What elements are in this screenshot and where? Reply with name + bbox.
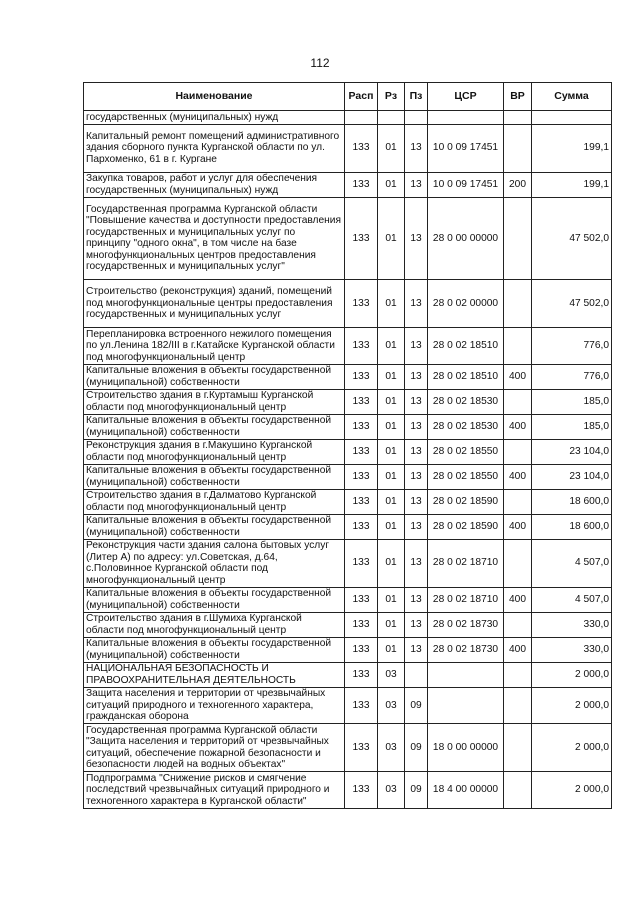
cell-csr: 28 0 02 18530 — [428, 389, 504, 414]
cell-rasp: 133 — [345, 439, 378, 464]
cell-sum: 23 104,0 — [532, 439, 612, 464]
cell-rasp: 133 — [345, 662, 378, 687]
table-row — [84, 587, 612, 612]
cell-csr: 28 0 02 18590 — [428, 514, 504, 539]
table-row — [84, 514, 612, 539]
cell-csr: 28 0 02 00000 — [428, 280, 504, 328]
cell-rz: 01 — [378, 414, 405, 439]
cell-name: Строительство здания в г.Шумиха Курганской области под многофункциональный центр — [84, 612, 345, 637]
cell-name: Реконструкция части здания салона бытовых услуг (Литер А) по адресу: ул.Советская, д.64, с.Половинное Курганской области под многофункциональный центр — [84, 539, 345, 587]
header-sum: Сумма — [532, 83, 612, 111]
cell-pz: 13 — [405, 172, 428, 197]
cell-sum: 23 104,0 — [532, 464, 612, 489]
cell-name: Государственная программа Курганской области "Защита населения и территорий от чрезвычайных ситуаций, обеспечение пожарной безопасности и безопасности людей на водных объектах" — [84, 724, 345, 772]
cell-rasp: 133 — [345, 687, 378, 724]
cell-vr — [504, 489, 532, 514]
table-row — [84, 389, 612, 414]
page-number: 112 — [310, 56, 330, 70]
table-row — [84, 364, 612, 389]
cell-csr: 28 0 02 18550 — [428, 439, 504, 464]
cell-csr: 28 0 02 18510 — [428, 364, 504, 389]
cell-rasp: 133 — [345, 328, 378, 365]
cell-vr — [504, 662, 532, 687]
cell-rz: 01 — [378, 637, 405, 662]
cell-sum: 330,0 — [532, 612, 612, 637]
cell-rasp: 133 — [345, 124, 378, 172]
table-row — [84, 612, 612, 637]
cell-name: Закупка товаров, работ и услуг для обеспечения государственных (муниципальных) нужд — [84, 172, 345, 197]
cell-pz — [405, 662, 428, 687]
table-row — [84, 328, 612, 365]
table-row — [84, 414, 612, 439]
header-csr: ЦСР — [428, 83, 504, 111]
cell-pz: 13 — [405, 328, 428, 365]
cell-sum: 199,1 — [532, 124, 612, 172]
cell-pz: 09 — [405, 724, 428, 772]
cell-rasp: 133 — [345, 197, 378, 280]
cell-rasp: 133 — [345, 414, 378, 439]
cell-rasp — [345, 111, 378, 125]
cell-pz: 09 — [405, 687, 428, 724]
cell-vr — [504, 539, 532, 587]
cell-rasp: 133 — [345, 364, 378, 389]
cell-rz: 03 — [378, 772, 405, 809]
budget-table — [83, 82, 612, 809]
cell-rasp: 133 — [345, 772, 378, 809]
cell-pz: 13 — [405, 637, 428, 662]
cell-rz: 01 — [378, 514, 405, 539]
cell-csr: 28 0 00 00000 — [428, 197, 504, 280]
cell-sum — [532, 111, 612, 125]
table-row — [84, 111, 612, 125]
table-row — [84, 637, 612, 662]
cell-name: Строительство здания в г.Куртамыш Курганской области под многофункциональный центр — [84, 389, 345, 414]
cell-vr — [504, 724, 532, 772]
cell-rasp: 133 — [345, 464, 378, 489]
cell-sum: 2 000,0 — [532, 662, 612, 687]
table-row — [84, 489, 612, 514]
cell-pz: 13 — [405, 124, 428, 172]
cell-vr — [504, 612, 532, 637]
cell-sum: 47 502,0 — [532, 197, 612, 280]
cell-rasp: 133 — [345, 489, 378, 514]
cell-name: Реконструкция здания в г.Макушино Курганской области под многофункциональный центр — [84, 439, 345, 464]
cell-csr: 28 0 02 18590 — [428, 489, 504, 514]
cell-sum: 2 000,0 — [532, 772, 612, 809]
cell-name: Капитальные вложения в объекты государственной (муниципальной) собственности — [84, 514, 345, 539]
table-row — [84, 197, 612, 280]
table-row — [84, 280, 612, 328]
cell-rasp: 133 — [345, 637, 378, 662]
cell-rz: 03 — [378, 662, 405, 687]
cell-rz: 01 — [378, 172, 405, 197]
cell-sum: 18 600,0 — [532, 514, 612, 539]
cell-pz: 09 — [405, 772, 428, 809]
cell-csr: 28 0 02 18550 — [428, 464, 504, 489]
table-row — [84, 539, 612, 587]
cell-pz: 13 — [405, 364, 428, 389]
cell-csr — [428, 111, 504, 125]
cell-pz: 13 — [405, 389, 428, 414]
cell-vr — [504, 280, 532, 328]
cell-vr — [504, 328, 532, 365]
cell-pz: 13 — [405, 439, 428, 464]
cell-rasp: 133 — [345, 389, 378, 414]
cell-sum: 2 000,0 — [532, 724, 612, 772]
cell-vr: 400 — [504, 464, 532, 489]
cell-csr — [428, 662, 504, 687]
cell-pz: 13 — [405, 464, 428, 489]
table-row — [84, 439, 612, 464]
cell-vr — [504, 111, 532, 125]
cell-rz: 01 — [378, 389, 405, 414]
cell-sum: 2 000,0 — [532, 687, 612, 724]
cell-rasp: 133 — [345, 514, 378, 539]
cell-name: Капитальные вложения в объекты государственной (муниципальной) собственности — [84, 364, 345, 389]
cell-name: Перепланировка встроенного нежилого помещения по ул.Ленина 182/III в г.Катайске Курганской области под многофункциональный центр — [84, 328, 345, 365]
table-row — [84, 724, 612, 772]
table-row — [84, 687, 612, 724]
cell-csr: 28 0 02 18710 — [428, 587, 504, 612]
cell-rz: 01 — [378, 587, 405, 612]
cell-name: Подпрограмма "Снижение рисков и смягчение последствий чрезвычайных ситуаций природного и техногенного характера в Курганской области" — [84, 772, 345, 809]
cell-pz: 13 — [405, 414, 428, 439]
cell-csr: 18 4 00 00000 — [428, 772, 504, 809]
cell-csr: 28 0 02 18730 — [428, 637, 504, 662]
cell-vr — [504, 772, 532, 809]
cell-pz: 13 — [405, 197, 428, 280]
cell-rz: 01 — [378, 364, 405, 389]
cell-vr — [504, 687, 532, 724]
cell-sum: 199,1 — [532, 172, 612, 197]
cell-rz: 01 — [378, 489, 405, 514]
cell-vr — [504, 124, 532, 172]
cell-vr — [504, 389, 532, 414]
cell-rz: 01 — [378, 124, 405, 172]
cell-csr: 28 0 02 18510 — [428, 328, 504, 365]
cell-name: Капитальные вложения в объекты государственной (муниципальной) собственности — [84, 637, 345, 662]
table-row — [84, 772, 612, 809]
cell-rz — [378, 111, 405, 125]
cell-rasp: 133 — [345, 587, 378, 612]
cell-sum: 47 502,0 — [532, 280, 612, 328]
cell-pz: 13 — [405, 539, 428, 587]
cell-name: государственных (муниципальных) нужд — [84, 111, 345, 125]
cell-name: Защита населения и территории от чрезвычайных ситуаций природного и техногенного характера, гражданская оборона — [84, 687, 345, 724]
cell-rz: 01 — [378, 612, 405, 637]
cell-rz: 01 — [378, 539, 405, 587]
cell-sum: 185,0 — [532, 389, 612, 414]
cell-csr: 10 0 09 17451 — [428, 124, 504, 172]
cell-sum: 18 600,0 — [532, 489, 612, 514]
cell-vr — [504, 197, 532, 280]
cell-rz: 01 — [378, 439, 405, 464]
cell-csr — [428, 687, 504, 724]
cell-csr: 10 0 09 17451 — [428, 172, 504, 197]
cell-name: НАЦИОНАЛЬНАЯ БЕЗОПАСНОСТЬ И ПРАВООХРАНИТЕЛЬНАЯ ДЕЯТЕЛЬНОСТЬ — [84, 662, 345, 687]
header-rz: Рз — [378, 83, 405, 111]
cell-sum: 776,0 — [532, 364, 612, 389]
table-row — [84, 464, 612, 489]
cell-csr: 28 0 02 18710 — [428, 539, 504, 587]
cell-vr: 400 — [504, 637, 532, 662]
cell-pz: 13 — [405, 280, 428, 328]
cell-rz: 01 — [378, 280, 405, 328]
cell-vr: 400 — [504, 587, 532, 612]
cell-vr: 400 — [504, 414, 532, 439]
cell-rasp: 133 — [345, 172, 378, 197]
cell-rasp: 133 — [345, 724, 378, 772]
header-rasp: Расп — [345, 83, 378, 111]
cell-vr: 400 — [504, 514, 532, 539]
cell-sum: 4 507,0 — [532, 539, 612, 587]
table-row — [84, 172, 612, 197]
cell-vr: 400 — [504, 364, 532, 389]
cell-pz: 13 — [405, 612, 428, 637]
cell-sum: 185,0 — [532, 414, 612, 439]
cell-csr: 18 0 00 00000 — [428, 724, 504, 772]
cell-pz: 13 — [405, 587, 428, 612]
cell-rz: 03 — [378, 724, 405, 772]
cell-sum: 330,0 — [532, 637, 612, 662]
cell-name: Строительство здания в г.Далматово Курганской области под многофункциональный центр — [84, 489, 345, 514]
cell-name: Капитальный ремонт помещений административного здания сборного пункта Курганской области по ул. Пархоменко, 61 в г. Кургане — [84, 124, 345, 172]
cell-name: Государственная программа Курганской области "Повышение качества и доступности предоставления государственных и муниципальных услуг по принципу "одного окна", в том числе на базе многофункциональных центров предоставления государственных и муниципальных услуг" — [84, 197, 345, 280]
cell-rz: 01 — [378, 328, 405, 365]
header-pz: Пз — [405, 83, 428, 111]
cell-rasp: 133 — [345, 280, 378, 328]
cell-sum: 4 507,0 — [532, 587, 612, 612]
cell-csr: 28 0 02 18530 — [428, 414, 504, 439]
cell-vr — [504, 439, 532, 464]
cell-rz: 03 — [378, 687, 405, 724]
cell-rz: 01 — [378, 464, 405, 489]
header-vr: ВР — [504, 83, 532, 111]
table-row — [84, 662, 612, 687]
cell-vr: 200 — [504, 172, 532, 197]
header-name: Наименование — [84, 83, 345, 111]
table-row — [84, 124, 612, 172]
cell-name: Капитальные вложения в объекты государственной (муниципальной) собственности — [84, 414, 345, 439]
table-header-row — [84, 83, 612, 111]
cell-rz: 01 — [378, 197, 405, 280]
cell-csr: 28 0 02 18730 — [428, 612, 504, 637]
cell-rasp: 133 — [345, 539, 378, 587]
cell-name: Строительство (реконструкция) зданий, помещений под многофункциональные центры предоставления государственных и муниципальных услуг — [84, 280, 345, 328]
cell-rasp: 133 — [345, 612, 378, 637]
cell-pz: 13 — [405, 489, 428, 514]
cell-pz — [405, 111, 428, 125]
cell-name: Капитальные вложения в объекты государственной (муниципальной) собственности — [84, 464, 345, 489]
cell-sum: 776,0 — [532, 328, 612, 365]
cell-pz: 13 — [405, 514, 428, 539]
cell-name: Капитальные вложения в объекты государственной (муниципальной) собственности — [84, 587, 345, 612]
table-body — [84, 111, 612, 809]
